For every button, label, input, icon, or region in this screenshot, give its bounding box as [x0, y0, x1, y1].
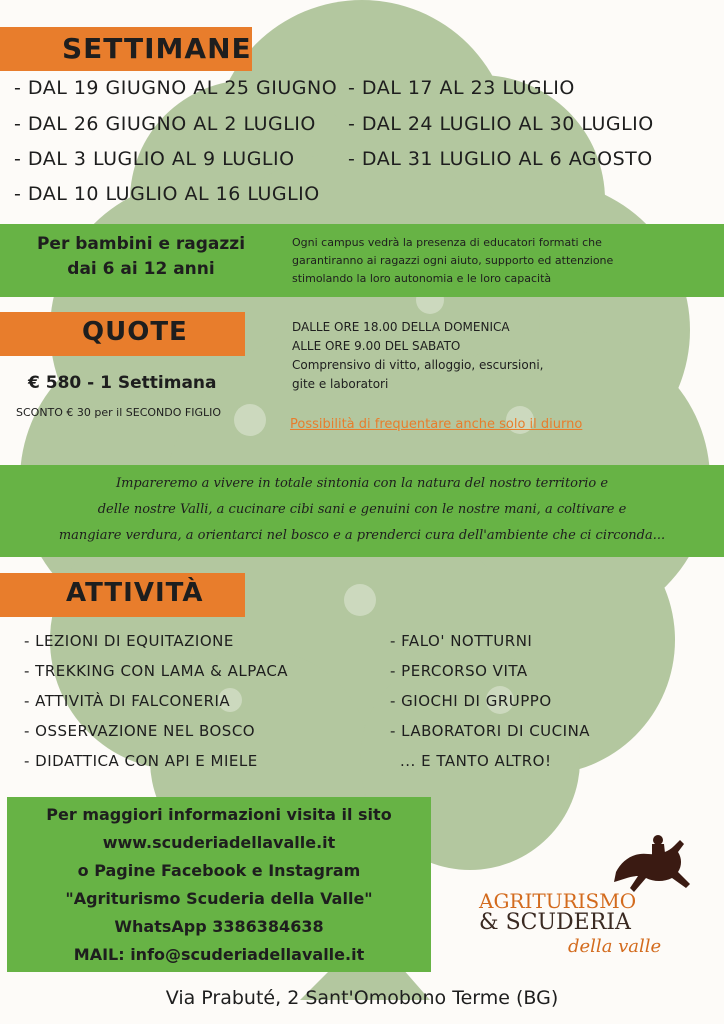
info-line: Per maggiori informazioni visita il sito — [46, 805, 392, 824]
whatsapp-line[interactable]: WhatsApp 3386384638 — [114, 917, 324, 936]
age-line1: Per bambini e ragazzi — [36, 234, 246, 254]
activity-item: - GIOCHI DI GRUPPO — [390, 692, 552, 710]
activity-item: - TREKKING CON LAMA & ALPACA — [24, 662, 289, 680]
website-link[interactable]: www.scuderiadellavalle.it — [102, 833, 336, 852]
week-item: - DAL 10 LUGLIO AL 16 LUGLIO — [14, 183, 320, 205]
nature-line: Impareremo a vivere in totale sintonia con la natura del nostro territorio e — [115, 476, 609, 491]
activity-item: - LABORATORI DI CUCINA — [390, 722, 591, 740]
week-item: - DAL 31 LUGLIO AL 6 AGOSTO — [348, 148, 653, 170]
activity-item: - LEZIONI DI EQUITAZIONE — [24, 632, 234, 650]
logo-line2: & SCUDERIA — [479, 910, 631, 935]
schedule-line: DALLE ORE 18.00 DELLA DOMENICA — [292, 320, 510, 334]
schedule-line: gite e laboratori — [292, 377, 389, 391]
week-item: - DAL 26 GIUGNO AL 2 LUGLIO — [14, 113, 316, 135]
email-link[interactable]: MAIL: info@scuderiadellavalle.it — [73, 945, 365, 964]
quote-header: QUOTE — [82, 317, 188, 347]
activity-item: - OSSERVAZIONE NEL BOSCO — [24, 722, 256, 740]
price: € 580 - 1 Settimana — [28, 373, 217, 393]
schedule-line: ALLE ORE 9.00 DEL SABATO — [292, 339, 461, 353]
info-line: "Agriturismo Scuderia della Valle" — [65, 889, 373, 908]
activity-item: - PERCORSO VITA — [390, 662, 528, 680]
nature-line: mangiare verdura, a orientarci nel bosco e a prenderci cura dell'ambiente che ci circonda... — [58, 528, 666, 543]
discount: SCONTO € 30 per il SECONDO FIGLIO — [16, 406, 222, 419]
activity-item: - ATTIVITÀ DI FALCONERIA — [24, 692, 231, 710]
week-item: - DAL 3 LUGLIO AL 9 LUGLIO — [14, 148, 295, 170]
educators-line: stimolando la loro autonomia e le loro capacità — [292, 272, 552, 285]
info-line: o Pagine Facebook e Instagram — [77, 861, 361, 880]
week-item: - DAL 24 LUGLIO AL 30 LUGLIO — [348, 113, 654, 135]
week-item: - DAL 17 AL 23 LUGLIO — [348, 77, 575, 99]
logo-line3: della valle — [568, 936, 662, 957]
nature-line: delle nostre Valli, a cucinare cibi sani e genuini con le nostre mani, a coltivare e — [97, 502, 627, 517]
day-option-link[interactable]: Possibilità di frequentare anche solo il diurno — [290, 417, 583, 432]
activity-item: - DIDATTICA CON API E MIELE — [24, 752, 258, 770]
activities-header: ATTIVITÀ — [66, 578, 204, 608]
age-line2: dai 6 ai 12 anni — [67, 259, 215, 279]
activity-item: ... E TANTO ALTRO! — [400, 752, 552, 770]
schedule-line: Comprensivo di vitto, alloggio, escursioni, — [292, 358, 544, 372]
address: Via Prabuté, 2 Sant'Omobono Terme (BG) — [165, 987, 559, 1009]
educators-line: Ogni campus vedrà la presenza di educatori formati che — [292, 236, 602, 249]
activity-item: - FALO' NOTTURNI — [390, 632, 533, 650]
logo-line1: AGRITURISMO — [479, 889, 637, 913]
week-item: - DAL 19 GIUGNO AL 25 GIUGNO — [14, 77, 338, 99]
weeks-header: SETTIMANE — [62, 32, 252, 65]
educators-line: garantiranno ai ragazzi ogni aiuto, supporto ed attenzione — [292, 254, 614, 267]
